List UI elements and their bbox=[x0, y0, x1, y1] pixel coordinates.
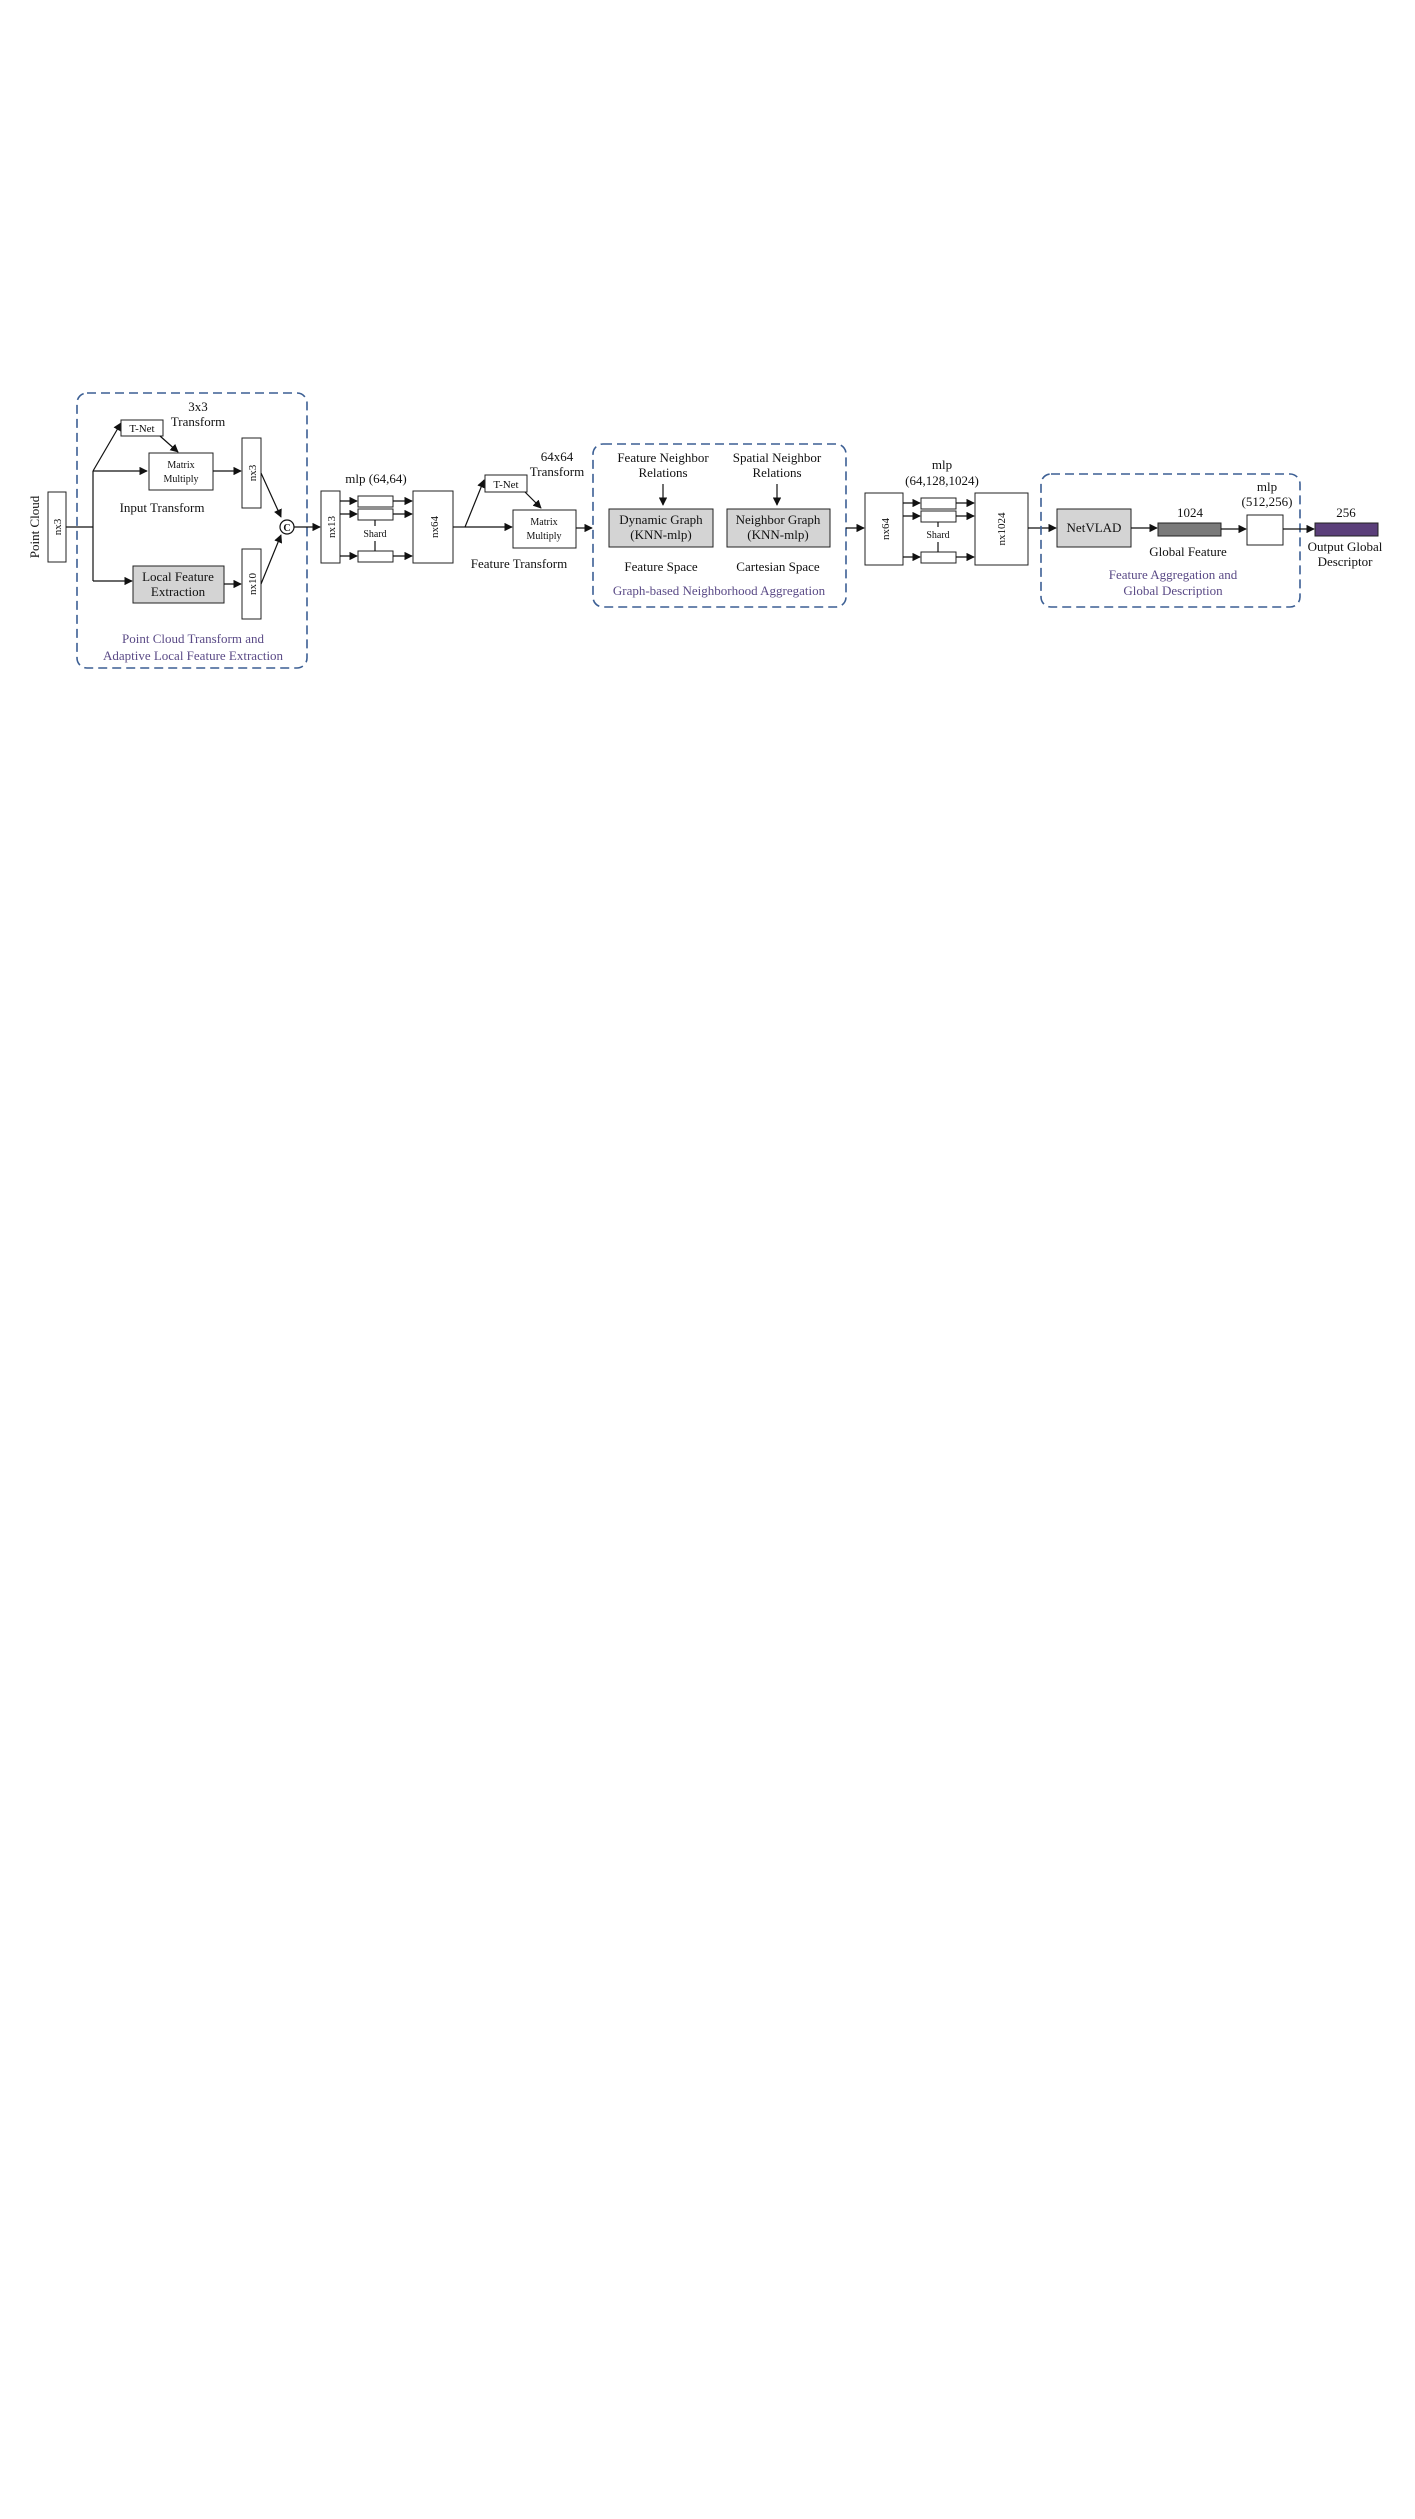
tnet-label: T-Net bbox=[129, 423, 155, 435]
shard-mlp-block bbox=[921, 552, 956, 563]
mlp3-label-1: mlp bbox=[1256, 479, 1278, 494]
neighbor-graph-label-1: Neighbor Graph bbox=[735, 512, 821, 527]
mlp2-out-shape-label: nx1024 bbox=[996, 512, 1008, 546]
group3-caption-2: Global Description bbox=[1123, 583, 1223, 598]
local-shape-label: nx10 bbox=[247, 573, 259, 595]
concat-shape-label: nx13 bbox=[326, 516, 338, 538]
local-feature-label-1: Local Feature bbox=[142, 569, 214, 584]
input-transform-caption: Input Transform bbox=[119, 500, 205, 515]
dynamic-graph-label-1: Dynamic Graph bbox=[619, 512, 703, 527]
concat-symbol: C bbox=[283, 523, 291, 534]
transform-word-label: Transform bbox=[170, 414, 226, 429]
mlp2-label-2: (64,128,1024) bbox=[905, 473, 979, 488]
shard-mlp-block bbox=[358, 509, 393, 520]
mlp3-block bbox=[1247, 515, 1283, 545]
shard-mlp-block bbox=[358, 496, 393, 507]
edge bbox=[465, 480, 484, 527]
dynamic-graph-label-2: (KNN-mlp) bbox=[630, 527, 692, 542]
input-shape-label: nx3 bbox=[52, 518, 64, 536]
output-descriptor-bar bbox=[1315, 523, 1378, 536]
feature-matrix-multiply-label-1: Matrix bbox=[530, 517, 558, 528]
edge bbox=[160, 436, 178, 452]
output-label-1: Output Global bbox=[1307, 539, 1383, 554]
group2-caption: Graph-based Neighborhood Aggregation bbox=[612, 583, 826, 598]
output-label-2: Descriptor bbox=[1317, 554, 1373, 569]
feature-transform-size-label: 64x64 bbox=[540, 449, 574, 464]
mlp1-label: mlp (64,64) bbox=[345, 471, 407, 486]
feature-relations-label-1: Feature Neighbor bbox=[617, 450, 709, 465]
neighbor-graph-label-2: (KNN-mlp) bbox=[747, 527, 809, 542]
matrix-multiply-label-2: Multiply bbox=[163, 474, 199, 485]
netvlad-label: NetVLAD bbox=[1066, 520, 1122, 535]
global-feature-dim-label: 1024 bbox=[1177, 505, 1203, 520]
feature-relations-label-2: Relations bbox=[638, 465, 688, 480]
spatial-relations-label-2: Relations bbox=[752, 465, 802, 480]
mlp2-label-1: mlp bbox=[931, 457, 953, 472]
edge bbox=[525, 492, 541, 508]
global-feature-label: Global Feature bbox=[1149, 544, 1227, 559]
feature-matrix-multiply-label-2: Multiply bbox=[526, 531, 562, 542]
local-feature-label-2: Extraction bbox=[150, 584, 206, 599]
shard-mlp-block bbox=[921, 498, 956, 509]
group1-caption-2: Adaptive Local Feature Extraction bbox=[102, 648, 284, 663]
edge bbox=[261, 473, 281, 517]
mlp3-label-2: (512,256) bbox=[1241, 494, 1293, 509]
transformed-shape-label: nx3 bbox=[247, 464, 259, 482]
matrix-multiply-label-1: Matrix bbox=[167, 460, 195, 471]
feature-transform-word-label: Transform bbox=[529, 464, 585, 479]
mlp1-out-shape-label: nx64 bbox=[429, 516, 441, 538]
shard-label: Shard bbox=[363, 529, 387, 540]
group3-caption-1: Feature Aggregation and bbox=[1108, 567, 1238, 582]
feature-space-label: Feature Space bbox=[624, 559, 698, 574]
edge bbox=[261, 535, 281, 584]
shard-mlp-block bbox=[921, 511, 956, 522]
feature-transform-caption: Feature Transform bbox=[470, 556, 568, 571]
output-dim-label: 256 bbox=[1336, 505, 1356, 520]
global-feature-bar bbox=[1158, 523, 1221, 536]
aggregated-shape-label: nx64 bbox=[880, 518, 892, 540]
feature-tnet-label: T-Net bbox=[493, 479, 519, 491]
edge bbox=[93, 423, 121, 471]
shard-label: Shard bbox=[926, 530, 950, 541]
transform-size-label: 3x3 bbox=[188, 399, 208, 414]
feature-matrix-multiply-block bbox=[513, 510, 576, 548]
cartesian-space-label: Cartesian Space bbox=[736, 559, 820, 574]
group1-caption-1: Point Cloud Transform and bbox=[122, 631, 264, 646]
point-cloud-label: Point Cloud bbox=[27, 495, 42, 559]
spatial-relations-label-1: Spatial Neighbor bbox=[732, 450, 822, 465]
group-point-cloud-transform bbox=[77, 393, 307, 668]
shard-mlp-block bbox=[358, 551, 393, 562]
